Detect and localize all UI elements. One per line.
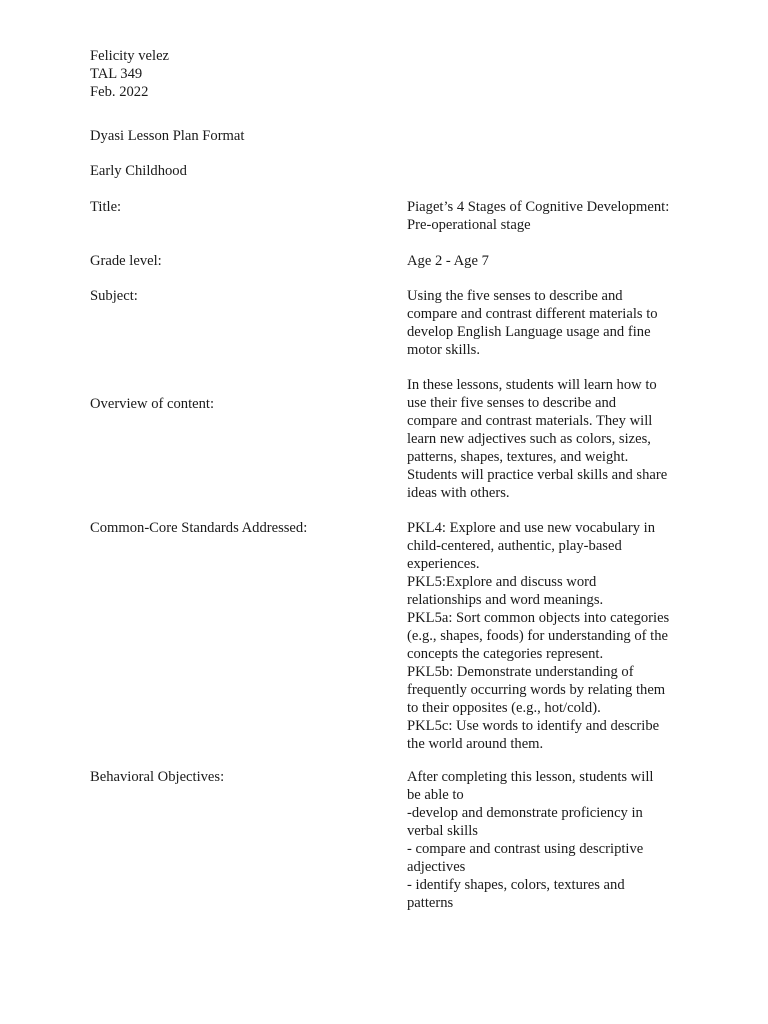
document-date: Feb. 2022 [90,84,149,100]
document-subtitle: Early Childhood [90,163,187,179]
document-title: Dyasi Lesson Plan Format [90,128,245,144]
field-value-line: relationships and word meanings. [407,592,604,608]
field-value-line: develop English Language usage and fine [407,324,651,340]
field-value-line: After completing this lesson, students will [407,769,654,785]
field-value-line: -develop and demonstrate proficiency in [407,805,643,821]
field-value-line: child-centered, authentic, play-based [407,538,622,554]
field-value-title [407,198,669,234]
field-value-line: PKL5a: Sort common objects into categories [407,610,670,626]
field-value-objectives [407,768,653,912]
course-code: TAL 349 [90,66,143,82]
field-value-line: patterns, shapes, textures, and weight. [407,449,629,465]
field-label-standards: Common-Core Standards Addressed: [90,520,308,536]
field-value-line: to their opposites (e.g., hot/cold). [407,700,601,716]
header-block [90,47,169,101]
field-value-line: compare and contrast materials. They will [407,413,653,429]
field-value-line: - identify shapes, colors, textures and [407,877,625,893]
field-value-line: verbal skills [407,823,478,839]
field-value-line: Students will practice verbal skills and share [407,467,668,483]
field-value-line: be able to [407,787,464,803]
field-value-overview [407,376,667,502]
field-label-subject: Subject: [90,288,138,304]
field-value-line: Age 2 - Age 7 [407,253,489,269]
field-value-line: experiences. [407,556,480,572]
field-value-standards [407,519,669,753]
field-value-line: motor skills. [407,342,480,358]
field-value-line: ideas with others. [407,485,510,501]
field-value-grade-level [407,252,489,270]
field-value-line: PKL5b: Demonstrate understanding of [407,664,634,680]
field-value-line: PKL5c: Use words to identify and describe [407,718,660,734]
field-value-line: the world around them. [407,736,544,752]
field-value-line: adjectives [407,859,466,875]
field-value-line: PKL4: Explore and use new vocabulary in [407,520,656,536]
field-value-subject [407,287,658,359]
field-value-line: patterns [407,895,454,911]
field-label-objectives: Behavioral Objectives: [90,769,225,785]
field-value-line: learn new adjectives such as colors, sizes, [407,431,651,447]
field-value-line: concepts the categories represent. [407,646,604,662]
field-value-line: Using the five senses to describe and [407,288,623,304]
field-value-line: In these lessons, students will learn how to [407,377,657,393]
field-label-title: Title: [90,199,122,215]
field-value-line: - compare and contrast using descriptive [407,841,644,857]
author-name: Felicity velez [90,48,170,64]
field-label-overview: Overview of content: [90,396,215,412]
field-value-line: Piaget’s 4 Stages of Cognitive Development: [407,199,670,215]
field-value-line: frequently occurring words by relating them [407,682,666,698]
field-value-line: (e.g., shapes, foods) for understanding of the [407,628,668,644]
field-label-grade-level: Grade level: [90,253,162,269]
field-value-line: Pre-operational stage [407,217,531,233]
field-value-line: PKL5:Explore and discuss word [407,574,597,590]
field-value-line: compare and contrast different materials to [407,306,658,322]
field-value-line: use their five senses to describe and [407,395,617,411]
